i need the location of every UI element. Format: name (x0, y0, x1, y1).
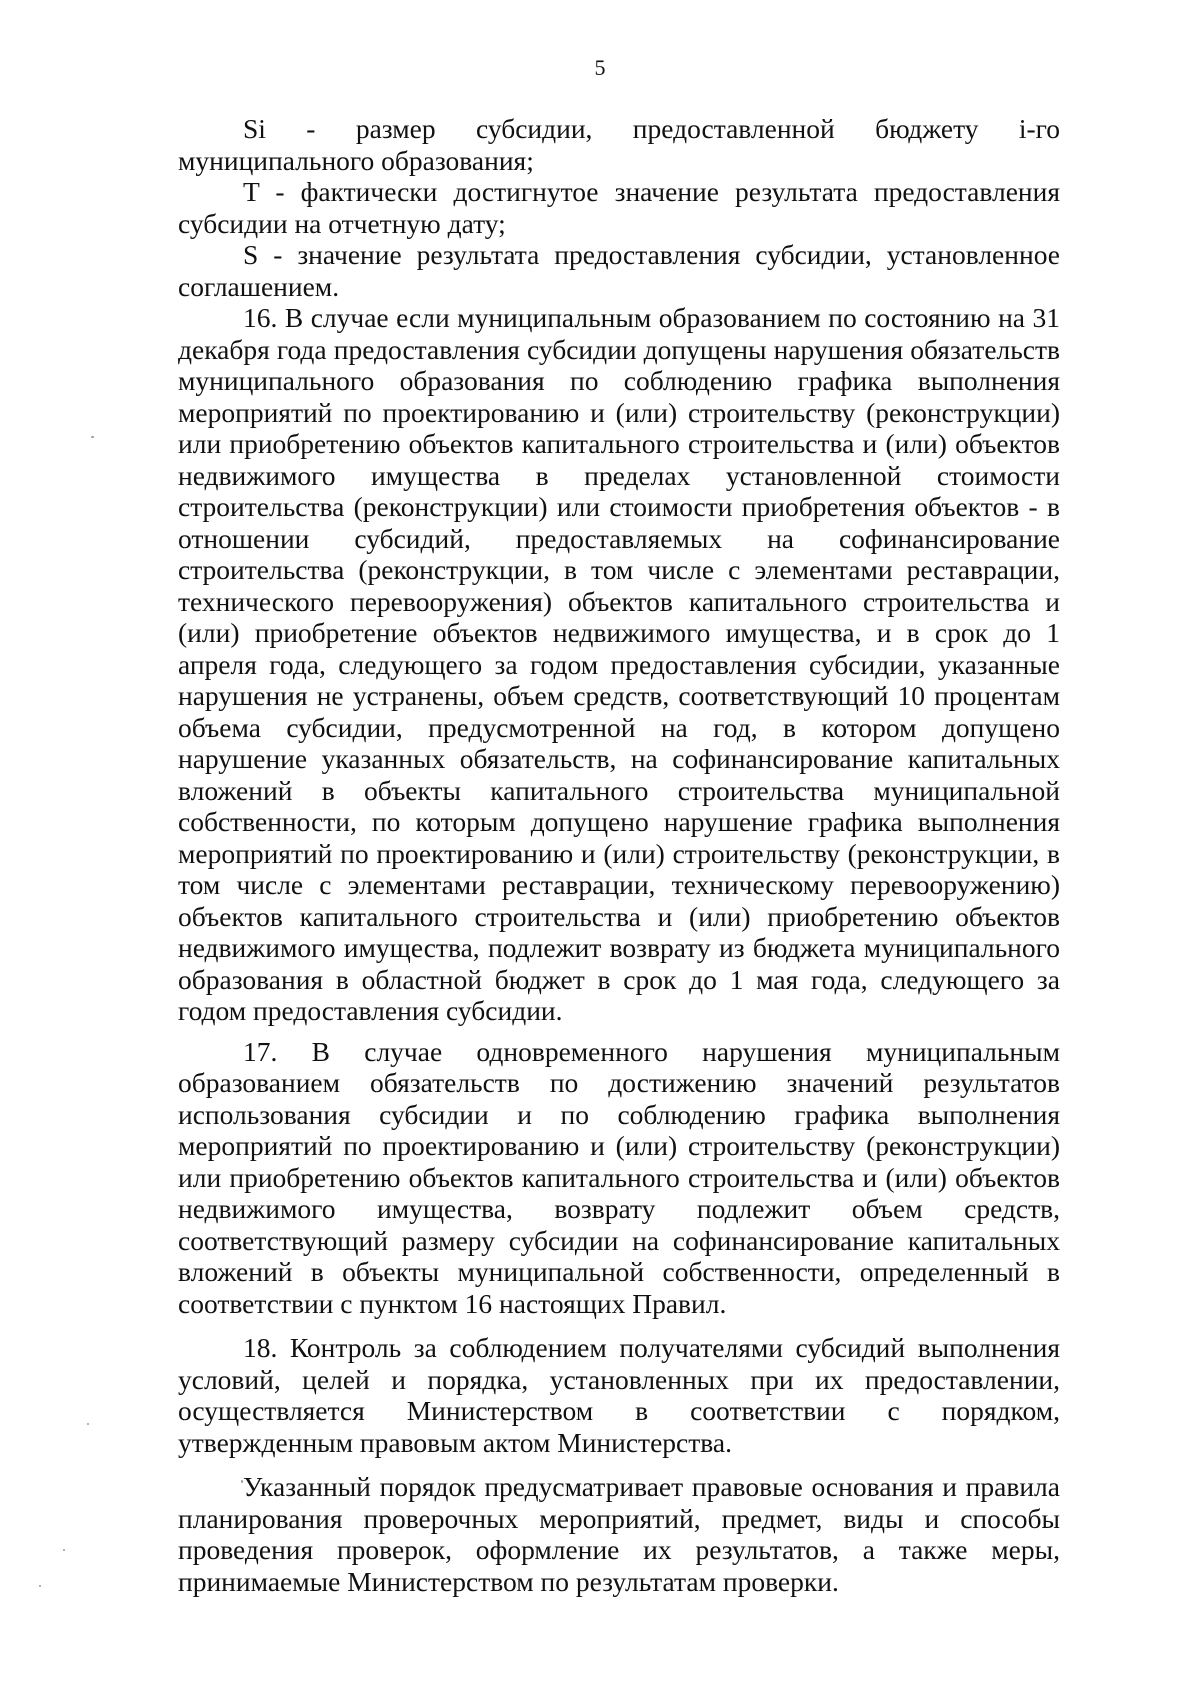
scan-speck (241, 1480, 243, 1483)
clause-16: 16. В случае если муниципальным образованием по состоянию на 31 декабря года предоставления субсидии допущены нарушения обязательств муниципального образования по соблюдению графика выполнения мероприятий по проектированию и (или) строительству (реконструкции) или приобретению объектов капитального строительства и (или) объектов недвижимого имущества в пределах установленной стоимости строительства (реконструкции) или стоимости приобретения объектов - в отношении субсидий, предоставляемых на софинансирование строительства (реконструкции, в том числе с элементами реставрации, технического перевооружения) объектов капитального строительства и (или) приобретение объектов недвижимого имущества, и в срок до 1 апреля года, следующего за годом предоставления субсидии, указанные нарушения не устранены, объем средств, соответствующий 10 процентам объема субсидии, предусмотренной на год, в котором допущено нарушение указанных обязательств, на софинансирование капитальных вложений в объекты капитального строительства муниципальной собственности, по которым допущено нарушение графика выполнения мероприятий по проектированию и (или) строительству (реконструкции, в том числе с элементами реставрации, техническому перевооружению) объектов капитального строительства и (или) приобретению объектов недвижимого имущества, подлежит возврату из бюджета муниципального образования в областной бюджет в срок до 1 мая года, следующего за годом предоставления субсидии. (178, 302, 1060, 1026)
scan-speck (91, 436, 94, 438)
scan-speck (63, 1549, 65, 1551)
definition-s: S - значение результата предоставления субсидии, установленное соглашением. (178, 239, 1060, 302)
clause-17: 17. В случае одновременного нарушения муниципальным образованием обязательств по достижению значений результатов использования субсидии и по соблюдению графика выполнения мероприятий по проектированию и (или) строительству (реконструкции) или приобретению объектов капитального строительства и (или) объектов недвижимого имущества, возврату подлежит объем средств, соответствующий размеру субсидии на софинансирование капитальных вложений в объекты муниципальной собственности, определенный в соответствии с пунктом 16 настоящих Правил. (178, 1035, 1060, 1319)
document-body (178, 113, 1060, 1597)
page-number: 5 (594, 55, 606, 80)
clause-18: 18. Контроль за соблюдением получателями субсидий выполнения условий, целей и порядка, установленных при их предоставлении, осуществляется Министерством в соответствии с порядком, утвержденным правовым актом Министерства. (178, 1332, 1060, 1458)
definition-t: T - фактически достигнутое значение результата предоставления субсидии на отчетную дату; (178, 176, 1060, 239)
scan-speck (39, 1585, 41, 1587)
definition-si: Si - размер субсидии, предоставленной бюджету i-го муниципального образования; (178, 113, 1060, 176)
scan-speck (87, 1423, 89, 1425)
clause-18-procedure: Указанный порядок предусматривает правовые основания и правила планирования проверочных мероприятий, предмет, виды и способы проведения проверок, оформление их результатов, а также меры, принимаемые Министерством по результатам проверки. (178, 1471, 1060, 1597)
